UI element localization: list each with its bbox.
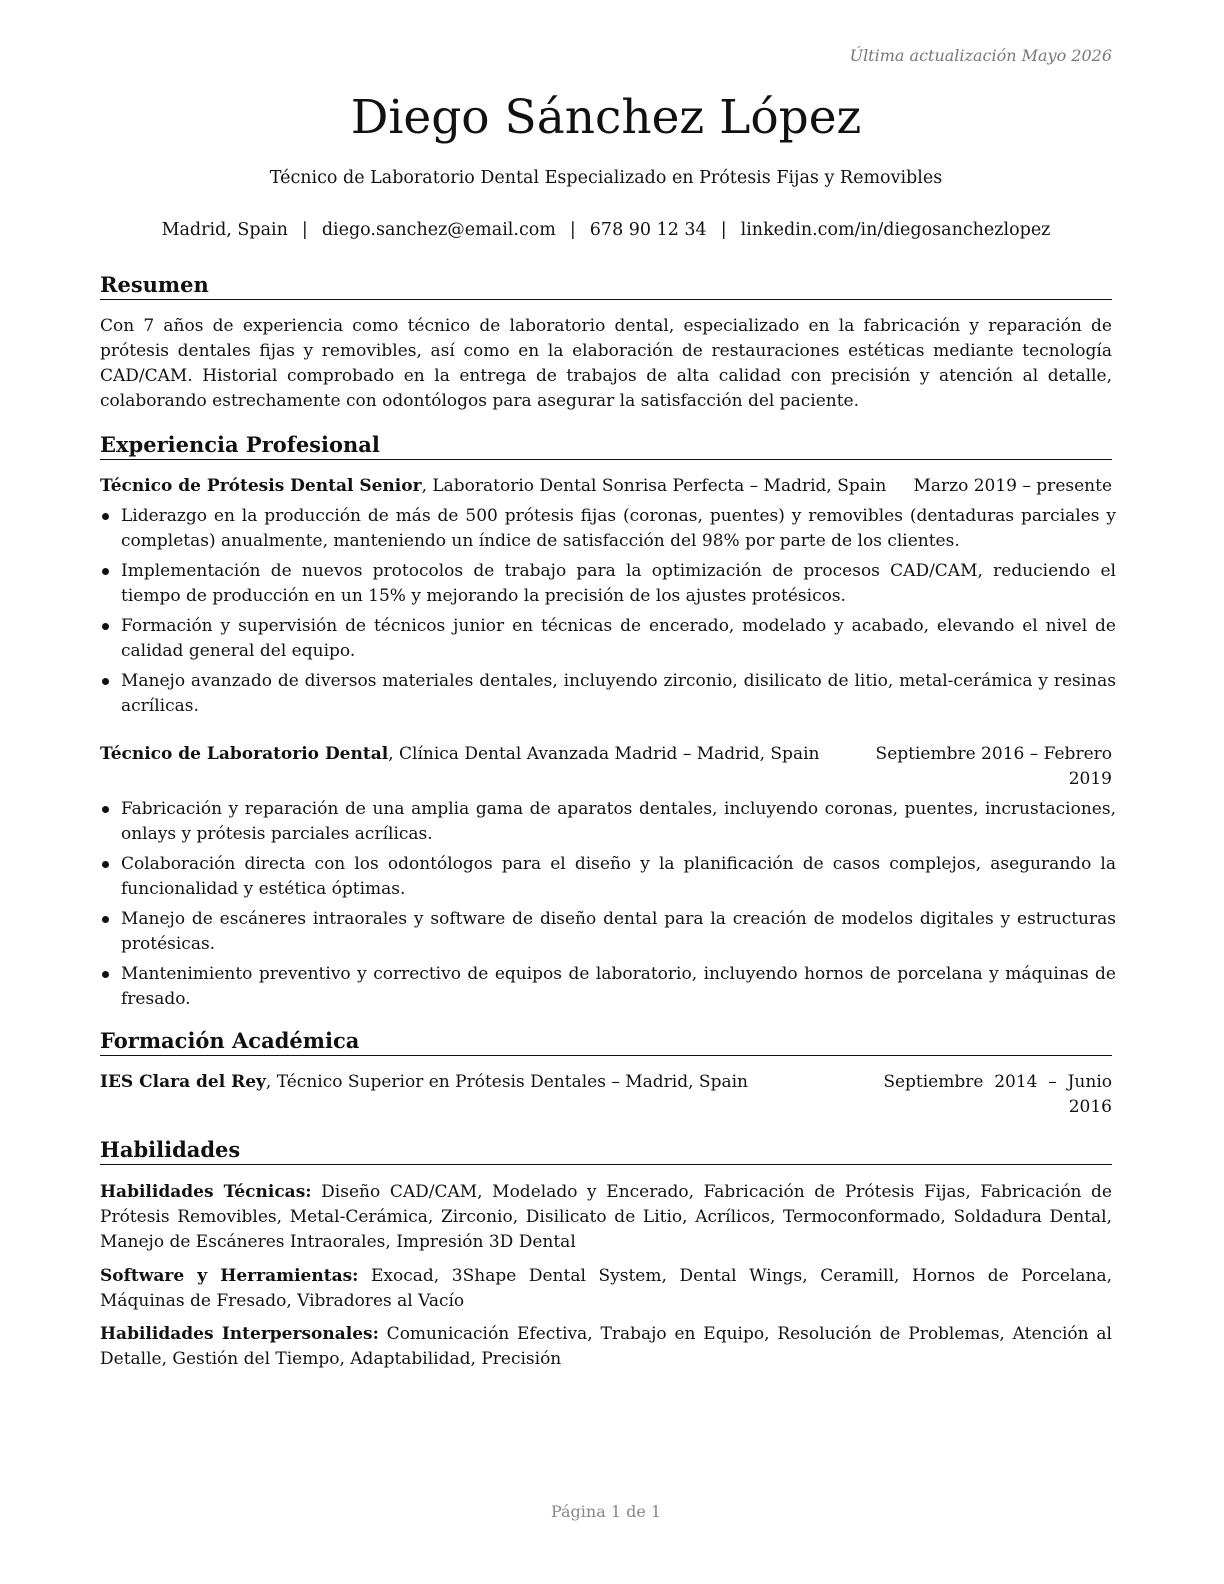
list-item: Mantenimiento preventivo y correctivo de equipos de laboratorio, incluyendo hornos de porcelana y máquinas de fresado. <box>100 962 1116 1012</box>
job-bullets <box>100 797 1116 1017</box>
resume-page <box>100 0 1116 1584</box>
section-title-skills: Habilidades <box>100 1136 1112 1165</box>
contact-location: Madrid, Spain <box>161 220 288 240</box>
job-role: Técnico de Prótesis Dental Senior <box>100 476 422 496</box>
job-header <box>100 474 1112 499</box>
education-degree: , Técnico Superior en Prótesis Dentales – Madrid, Spain <box>265 1072 748 1092</box>
job-title-line <box>100 742 819 767</box>
education-entry <box>100 1070 1112 1120</box>
job-dates: Marzo 2019 – presente <box>913 476 1112 496</box>
contact-email-link[interactable]: diego.sanchez@email.com <box>321 220 556 240</box>
summary-text: Con 7 años de experiencia como técnico de laboratorio dental, especializado en la fabricación y reparación de prótesis dentales fijas y removibles, así como en la elaboración de restauraciones estéticas mediante tecnología CAD/CAM. Historial comprobado en la entrega de trabajos de alta calidad con precisión y atención al detalle, colaborando estrechamente con odontólogos para asegurar la satisfacción del paciente. <box>100 316 1112 411</box>
page-number: Página 1 de 1 <box>550 1502 662 1521</box>
contact-separator: | <box>720 220 727 240</box>
section-title-education: Formación Académica <box>100 1027 1112 1056</box>
skill-group-text: Diseño CAD/CAM, Modelado y Encerado, Fabricación de Prótesis Fijas, Fabricación de Prótesis Removibles, Metal-Cerámica, Zirconio, Disilicato de Litio, Acrílicos, Termoconformado, Soldadura Dental, Manejo de Escáneres Intraorales, Impresión 3D Dental <box>100 1182 1112 1252</box>
skill-group <box>100 1264 1112 1314</box>
education-dates-line: 2016 <box>1068 1097 1112 1117</box>
list-item: Formación y supervisión de técnicos junior en técnicas de encerado, modelado y acabado, elevando el nivel de calidad general del equipo. <box>100 614 1116 664</box>
list-item: Colaboración directa con los odontólogos para el diseño y la planificación de casos complejos, asegurando la funcionalidad y estética óptimas. <box>100 852 1116 902</box>
list-item: Manejo de escáneres intraorales y software de diseño dental para la creación de modelos digitales y estructuras protésicas. <box>100 907 1116 957</box>
candidate-headline: Técnico de Laboratorio Dental Especializado en Prótesis Fijas y Removibles <box>269 168 943 188</box>
job-dates-line: Septiembre 2016 – Febrero <box>875 744 1112 764</box>
contact-separator: | <box>569 220 576 240</box>
contact-line <box>100 220 1112 240</box>
last-updated: Última actualización Mayo 2026 <box>849 46 1112 65</box>
job-title-line <box>100 474 886 499</box>
job-dates-line: 2019 <box>1068 769 1112 789</box>
job-dates <box>876 742 1112 792</box>
section-title-experience: Experiencia Profesional <box>100 431 1112 460</box>
list-item: Implementación de nuevos protocolos de trabajo para la optimización de procesos CAD/CAM, reduciendo el tiempo de producción en un 15% y mejorando la precisión de los ajustes protésicos. <box>100 559 1116 609</box>
job-role: Técnico de Laboratorio Dental <box>100 744 389 764</box>
list-item: Fabricación y reparación de una amplia gama de aparatos dentales, incluyendo coronas, puentes, incrustaciones, onlays y prótesis parciales acrílicas. <box>100 797 1116 847</box>
skill-group <box>100 1322 1112 1372</box>
list-item: Manejo avanzado de diversos materiales dentales, incluyendo zirconio, disilicato de litio, metal-cerámica y resinas acrílicas. <box>100 669 1116 719</box>
skill-group-text: Exocad, 3Shape Dental System, Dental Wings, Ceramill, Hornos de Porcelana, Máquinas de Fresado, Vibradores al Vacío <box>100 1266 1113 1311</box>
job-company: , Clínica Dental Avanzada Madrid – Madrid, Spain <box>388 744 820 764</box>
contact-separator: | <box>301 220 308 240</box>
education-school: IES Clara del Rey <box>100 1072 266 1092</box>
contact-linkedin-link[interactable]: linkedin.com/in/diegosanchezlopez <box>740 220 1051 240</box>
candidate-name: Diego Sánchez López <box>350 90 862 145</box>
job-company: , Laboratorio Dental Sonrisa Perfecta – Madrid, Spain <box>421 476 887 496</box>
job-header <box>100 742 1112 792</box>
skill-group <box>100 1180 1112 1255</box>
skill-group-text: Comunicación Efectiva, Trabajo en Equipo, Resolución de Problemas, Atención al Detalle, Gestión del Tiempo, Adaptabilidad, Precisión <box>100 1324 1112 1369</box>
skill-group-label: Software y Herramientas: <box>100 1266 359 1286</box>
contact-phone: 678 90 12 34 <box>589 220 707 240</box>
education-title-line <box>100 1070 748 1095</box>
job-bullets <box>100 504 1116 724</box>
list-item: Liderazgo en la producción de más de 500 prótesis fijas (coronas, puentes) y removibles (dentaduras parciales y completas) anualmente, manteniendo un índice de satisfacción del 98% por parte de los clientes. <box>100 504 1116 554</box>
section-title-summary: Resumen <box>100 271 1112 300</box>
skill-group-label: Habilidades Interpersonales: <box>100 1324 379 1344</box>
education-dates <box>883 1070 1112 1120</box>
skill-group-label: Habilidades Técnicas: <box>100 1182 312 1202</box>
education-dates-line: Septiembre 2014 – Junio <box>883 1072 1112 1092</box>
